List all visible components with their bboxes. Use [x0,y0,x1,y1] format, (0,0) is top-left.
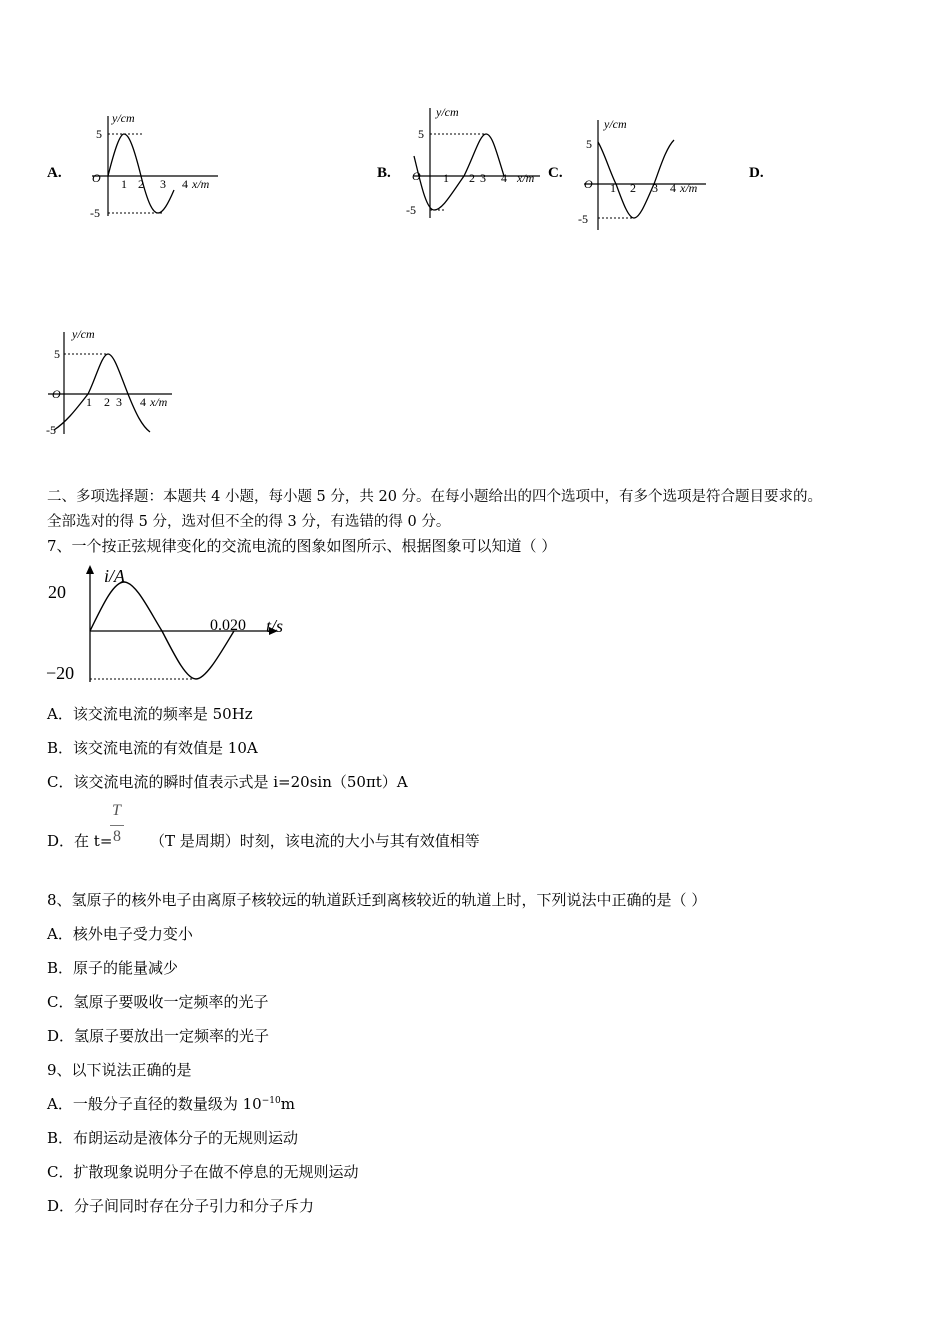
tick-label: 3 [116,395,122,409]
q9-option-d: D．分子间同时存在分子引力和分子斥力 [47,1197,315,1215]
section2-line1: 二、多项选择题：本题共 4 小题，每小题 5 分，共 20 分。在每小题给出的四个选项中，有多个选项是符合题目要求的。 [47,489,823,505]
tick-label: 2 [469,171,475,185]
tick-label: 1 [610,181,616,195]
y-axis-label: y/cm [72,327,95,341]
q9-option-b: B．布朗运动是液体分子的无规则运动 [47,1129,299,1147]
q7-option-c: C．该交流电流的瞬时值表示式是 i=20sin（50πt）A [47,773,408,791]
t-mark-label: 0.020 [210,617,246,634]
wave-graph-c [578,112,728,237]
y-pos-label: 5 [586,137,592,151]
option-a-label: A. [47,165,62,181]
q9-a-exponent: −10 [261,1096,281,1106]
option-c-label: C. [548,165,563,181]
y-neg-label: -5 [578,212,588,226]
tick-label: 4 [670,181,676,195]
y-max-label: 20 [48,582,66,602]
wave-graph-a [78,108,228,228]
q7-current-graph [44,562,304,687]
q7-option-a: A．该交流电流的频率是 50Hz [47,705,253,723]
tick-label: 3 [480,171,486,185]
q9-a-text: A．一般分子直径的数量级为 10 [47,1095,262,1113]
tick-label: 3 [160,177,166,191]
x-axis-label: x/m [517,171,535,185]
fraction-denominator: 8 [113,828,121,845]
origin-label: O [92,171,101,185]
y-axis-label: y/cm [436,105,459,119]
tick-label: 4 [501,171,507,185]
option-d-label: D. [749,165,764,181]
tick-label: 1 [121,177,127,191]
q9-a-unit: m [280,1095,295,1113]
y-pos-label: 5 [54,347,60,361]
q8-option-a: A．核外电子受力变小 [47,925,193,943]
y-neg-label: -5 [90,206,100,220]
y-neg-label: -5 [46,423,56,437]
q8-option-c: C．氢原子要吸收一定频率的光子 [47,993,269,1011]
q7-d-suffix: （T 是周期）时刻，该电流的大小与其有效值相等 [149,832,480,850]
y-min-label: −20 [46,663,75,683]
fraction-numerator: T [112,802,121,819]
tick-label: 2 [104,395,110,409]
section2-line2: 全部选对的得 5 分，选对但不全的得 3 分，有选错的得 0 分。 [47,514,451,530]
y-pos-label: 5 [96,127,102,141]
q8-stem: 8、氢原子的核外电子由离原子核较远的轨道跃迁到离核较近的轨道上时，下列说法中正确的是（ ） [47,891,707,909]
wave-graph-b [400,100,550,225]
tick-label: 1 [86,395,92,409]
q7-option-d [47,830,480,851]
tick-label: 4 [140,395,146,409]
tick-label: 4 [182,177,188,191]
y-axis-label: i/A [104,566,125,586]
q9-option-c: C．扩散现象说明分子在做不停息的无规则运动 [47,1163,359,1181]
origin-label: O [52,387,61,401]
tick-label: 2 [138,177,144,191]
q9-option-a [47,1093,295,1114]
q9-stem: 9、以下说法正确的是 [47,1061,192,1079]
tick-label: 3 [652,181,658,195]
origin-label: O [584,177,593,191]
y-axis-label: y/cm [604,117,627,131]
wave-graph-d [42,322,192,442]
q8-option-b: B．原子的能量减少 [47,959,179,977]
x-axis-label: x/m [192,177,210,191]
tick-label: 1 [443,171,449,185]
q8-option-d: D．氢原子要放出一定频率的光子 [47,1027,270,1045]
y-pos-label: 5 [418,127,424,141]
y-axis-label: y/cm [112,111,135,125]
q7-stem: 7、一个按正弦规律变化的交流电流的图象如图所示、根据图象可以知道（ ） [47,537,557,555]
origin-label: O [412,169,421,183]
x-axis-label: t/s [266,616,284,636]
fraction-bar [110,825,124,826]
q7-d-prefix: D．在 t= [47,832,113,850]
y-neg-label: -5 [406,203,416,217]
x-axis-label: x/m [150,395,168,409]
tick-label: 2 [630,181,636,195]
x-axis-label: x/m [680,181,698,195]
q7-option-b: B．该交流电流的有效值是 10A [47,739,258,757]
option-b-label: B. [377,165,391,181]
